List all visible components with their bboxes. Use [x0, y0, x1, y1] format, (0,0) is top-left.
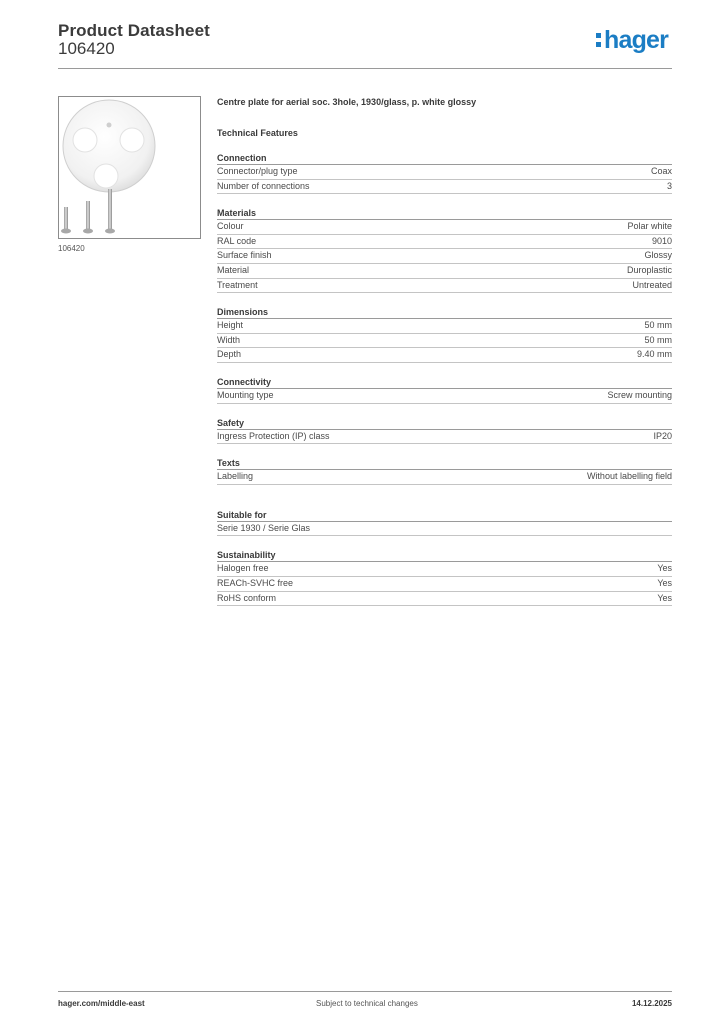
spec-row [217, 430, 672, 445]
section-suitable-for [217, 509, 672, 537]
product-image [58, 96, 201, 239]
spec-label: Colour [217, 221, 244, 232]
spec-row [217, 180, 672, 195]
spec-label: Treatment [217, 279, 258, 290]
section-title: Sustainability [217, 549, 672, 562]
section-title: Connection [217, 152, 672, 165]
spec-label: Connector/plug type [217, 166, 298, 176]
header-divider [58, 68, 672, 69]
spec-row [217, 264, 672, 279]
footer-date: 14.12.2025 [631, 999, 672, 1008]
section-title: Dimensions [217, 306, 672, 319]
spec-value: 9.40 mm [636, 349, 672, 360]
spec-row [217, 279, 672, 294]
section-safety [217, 417, 672, 445]
spec-value: 3 [666, 180, 672, 191]
technical-features-heading: Technical Features [217, 128, 298, 138]
spec-row [217, 319, 672, 334]
footer-divider [58, 991, 672, 992]
centre-plate-image [59, 97, 200, 238]
spec-label: Surface finish [217, 250, 272, 261]
spec-value: Untreated [632, 279, 672, 290]
footer-notice: Subject to technical changes [316, 999, 418, 1008]
spec-label: RAL code [217, 235, 257, 246]
spec-row [217, 522, 672, 537]
spec-row [217, 165, 672, 180]
spec-value: Screw mounting [607, 389, 672, 400]
spec-row [217, 577, 672, 592]
section-title: Texts [217, 457, 672, 470]
section-title: Suitable for [217, 509, 672, 522]
section-materials [217, 207, 672, 293]
section-title: Connectivity [217, 376, 672, 389]
spec-row [217, 235, 672, 250]
section-dimensions [217, 306, 672, 363]
spec-value: Duroplastic [626, 264, 672, 275]
spec-label: REACh-SVHC free [217, 577, 294, 588]
spec-label: Ingress Protection (IP) class [217, 430, 330, 441]
spec-row [217, 220, 672, 235]
spec-value: Yes [657, 577, 672, 588]
footer-website-link[interactable]: hager.com/middle-east [58, 999, 145, 1008]
product-description: Centre plate for aerial soc. 3hole, 1930/glass, p. white glossy [217, 97, 477, 107]
section-title: Materials [217, 207, 672, 220]
spec-row [217, 334, 672, 349]
spec-label: Halogen free [217, 563, 269, 574]
section-connection [217, 152, 672, 194]
spec-row [217, 470, 672, 485]
section-connectivity [217, 376, 672, 404]
spec-label: Depth [217, 349, 242, 360]
spec-label: Height [217, 320, 244, 331]
spec-value: IP20 [653, 430, 672, 441]
spec-label: Serie 1930 / Serie Glas [217, 522, 311, 533]
spec-label: RoHS conform [217, 592, 277, 603]
hager-logo [596, 28, 668, 53]
spec-label: Width [217, 334, 241, 345]
section-title: Safety [217, 417, 672, 430]
datasheet-content [217, 95, 672, 606]
spec-value: Without labelling field [586, 471, 672, 482]
spec-label: Material [217, 264, 250, 275]
image-caption: 106420 [58, 244, 85, 253]
spec-row [217, 389, 672, 404]
spec-value: Yes [657, 592, 672, 603]
spec-row [217, 562, 672, 577]
spec-value: 50 mm [644, 320, 672, 331]
logo-dots-icon [596, 32, 602, 48]
logo-text: hager [604, 26, 669, 54]
spec-value: 50 mm [644, 334, 672, 345]
spec-value: Polar white [627, 221, 672, 232]
product-code: 106420 [58, 39, 115, 58]
spec-label: Number of connections [217, 180, 310, 191]
spec-value: 9010 [651, 235, 672, 246]
spec-value: Yes [657, 563, 672, 574]
spec-label: Mounting type [217, 389, 274, 400]
spec-row [217, 348, 672, 363]
section-sustainability [217, 549, 672, 606]
spec-value: Glossy [644, 250, 672, 261]
spec-value: Coax [650, 166, 672, 176]
section-texts [217, 457, 672, 485]
spec-row [217, 592, 672, 607]
spec-label: Labelling [217, 471, 254, 482]
spec-row [217, 249, 672, 264]
document-title: Product Datasheet [58, 21, 210, 40]
